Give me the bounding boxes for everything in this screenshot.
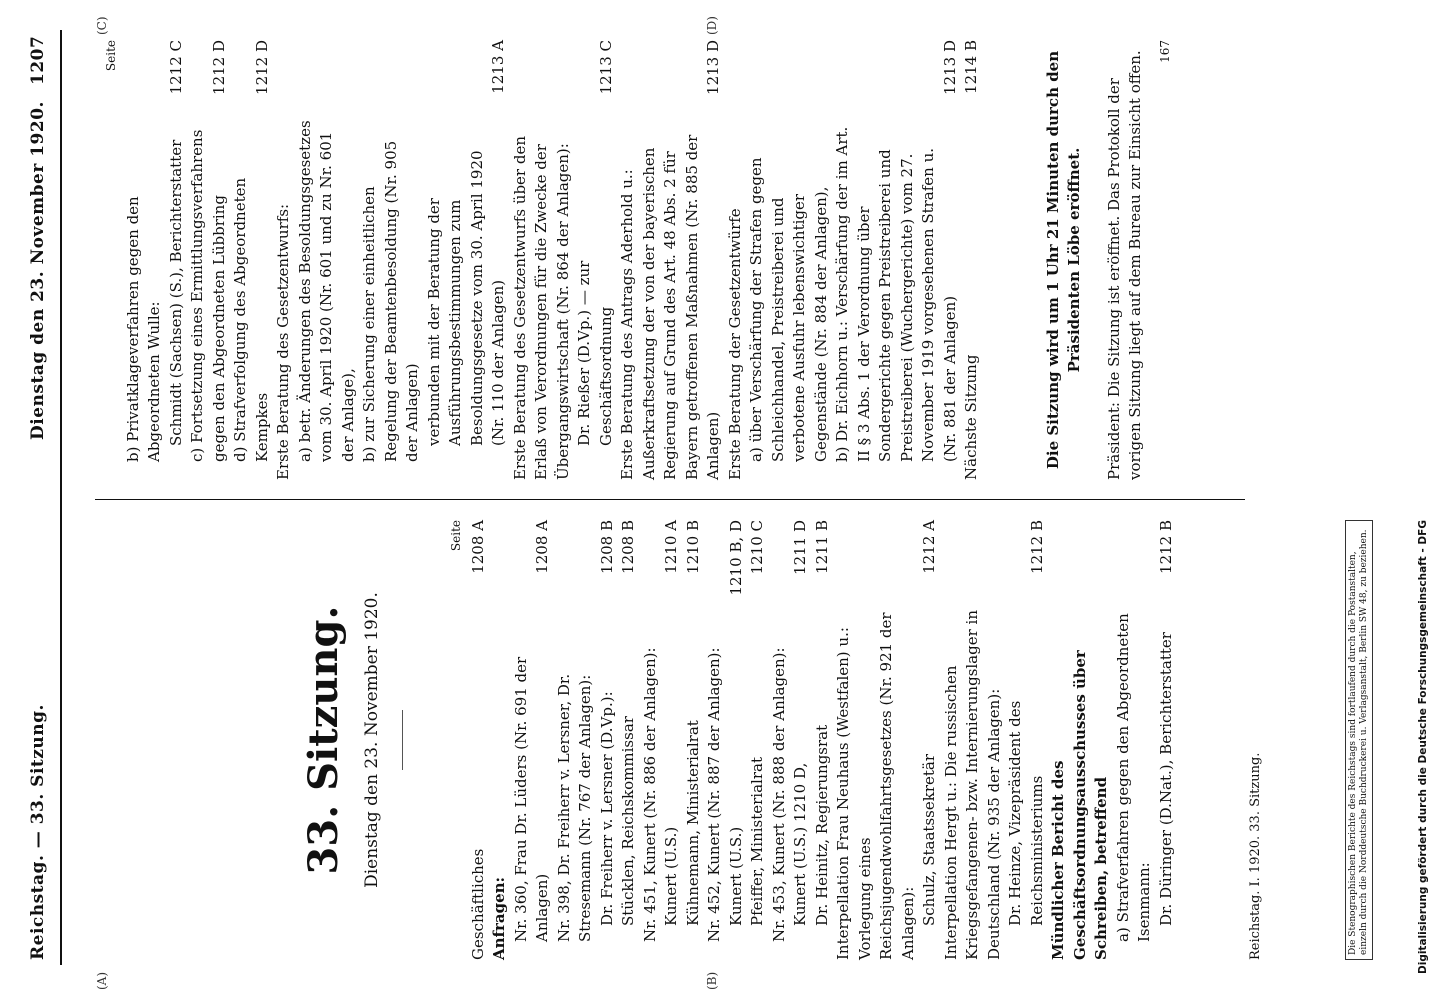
- left-entry: [640, 520, 662, 960]
- margin-mark-b: (B): [705, 971, 719, 990]
- right-entry-text: Erste Beratung des Gesetzentwurfs:: [274, 203, 292, 480]
- left-entry: [747, 520, 769, 960]
- left-entry-text: Schulz, Staatssekretär: [920, 753, 938, 926]
- right-entry: [832, 40, 961, 480]
- left-entry-text: Nr. 360, Frau Dr. Lüders (Nr. 691 der Anlagen): [511, 656, 551, 942]
- right-entry-text: b) Privatklageverfahren gegen den Abgeordneten Wulle:: [123, 196, 163, 462]
- left-entry-text: Nr. 453, Kunert (Nr. 888 der Anlagen):: [769, 647, 788, 942]
- left-entry: [833, 520, 919, 960]
- left-entry: [726, 520, 748, 960]
- right-entry-text: d) Strafverfolgung des Abgeordneten Kempkes: [231, 177, 271, 462]
- right-entry-text: a) betr. Änderungen des Besoldungsgesetzes vom 30. April 1920 (Nr. 601 und zu Nr. 601 der Anlage),: [295, 120, 357, 462]
- seite-label-right: Seite: [104, 40, 118, 72]
- left-entry-page: 1211 D: [791, 520, 809, 575]
- left-entry: [812, 520, 834, 960]
- left-entry-page: 1210 A: [662, 520, 680, 574]
- left-entry: [1156, 520, 1178, 960]
- right-entry: [187, 40, 230, 480]
- seite-label-left: Seite: [449, 520, 463, 552]
- left-entry-page: 1211 B: [812, 520, 831, 574]
- right-entry-text: Schmidt (Sachsen) (S.), Berichterstatter: [166, 139, 185, 446]
- left-entry: [941, 520, 1006, 960]
- left-entry-text: Mündlicher Bericht des Geschäftsordnungsausschusses über Schreiben, betreffend: [1049, 650, 1110, 960]
- page-number: 1207: [28, 35, 48, 85]
- right-entry-page: 1214 B: [962, 40, 980, 94]
- left-entry: [1005, 520, 1048, 960]
- right-entry-page: 1213 A: [489, 40, 507, 94]
- header-rule: [60, 30, 62, 965]
- right-entry: [273, 40, 295, 480]
- president-statement: Präsident: Die Sitzung ist eröffnet. Das Protokoll der vorigen Sitzung liegt auf dem Bureau zur Einsicht offen.: [1104, 50, 1144, 480]
- left-entry-text: Dr. Freiherr v. Lersner (D.Vp.):: [597, 691, 616, 926]
- session-open-text: Die Sitzung wird um 1 Uhr 21 Minuten durch den Präsidenten Löbe eröffnet.: [1043, 50, 1083, 470]
- footer-line: Reichstag. I. 1920. 33. Sitzung.: [1248, 752, 1263, 960]
- right-entry: [725, 40, 747, 480]
- right-entry: [123, 40, 166, 480]
- left-entry-text: Nr. 452, Kunert (Nr. 887 der Anlagen):: [705, 647, 723, 942]
- left-entry: [1113, 520, 1156, 960]
- left-entry: [511, 520, 554, 960]
- left-entry-text: Interpellation Hergt u.: Die russischen Kriegsgefangenen- bzw. Internierungslager in Deutschland (Nr. 935 der Anlagen):: [941, 609, 1003, 960]
- right-entry: [359, 40, 424, 480]
- header-center: Dienstag den 23. November 1920.: [28, 101, 48, 440]
- right-column: [95, 40, 1176, 480]
- right-entry: [746, 40, 832, 480]
- right-entry-page: 1212 D: [252, 40, 271, 95]
- right-entry-page: 1213 D: [940, 40, 959, 95]
- right-entry-text: b) Dr. Eichhorn u.: Verschärfung der im Art. II § 3 Abs. 1 der Verordnung über Sondergerichte gegen Preistreiberei und Preistreiberei (Wuchergerichte) vom 27. November 1919 vorgesehenen Strafen u. (Nr. 881 der Anlagen): [833, 126, 959, 462]
- right-entry-text: Dr. Rießer (D.Vp.) — zur Geschäftsordnung: [575, 260, 615, 446]
- left-entry: [769, 520, 791, 960]
- left-entry-text: Dr. Düringer (D.Nat.), Berichterstatter: [1156, 632, 1175, 926]
- contents-list-left: [468, 520, 1178, 960]
- right-entry-text: b) zur Sicherung einer einheitlichen Regelung der Beamtenbesoldung (Nr. 905 der Anlagen): [360, 140, 421, 462]
- right-entry-page: 1213 D: [704, 40, 722, 95]
- margin-mark-a: (A): [95, 971, 109, 990]
- right-entry: [424, 40, 510, 480]
- left-entry-page: 1212 B: [1027, 520, 1046, 574]
- left-entry: [618, 520, 640, 960]
- left-entry-text: Kühnemann, Ministerialrat: [683, 720, 702, 926]
- left-entry-page: 1212 B: [1156, 520, 1175, 574]
- left-entry-page: 1210 B, D: [726, 520, 745, 596]
- session-title: 33. Sitzung.: [300, 605, 347, 875]
- left-entry-text: Nr. 451, Kunert (Nr. 886 der Anlagen):: [640, 647, 659, 942]
- right-entry-text: verbunden mit der Beratung der Ausführungsbestimmungen zum Besoldungsgesetze vom 30. April 1920 (Nr. 110 der Anlagen): [424, 150, 507, 446]
- left-entry: [704, 520, 726, 960]
- left-entry-page: 1210 B: [683, 520, 702, 574]
- left-entry-text: Nr. 398, Dr. Freiherr v. Lersner, Dr. Stresemann (Nr. 767 der Anlagen):: [554, 673, 594, 942]
- right-entry-page: 1212 D: [209, 40, 228, 95]
- right-entry-text: a) über Verschärfung der Strafen gegen Schleichhandel, Preistreiberei und verbotene Ausfuhr lebenswichtiger Gegenstände (Nr. 884 der Anlagen),: [747, 157, 830, 462]
- right-entry-text: Erste Beratung des Antrags Aderhold u.: Außerkraftsetzung der von der bayerischen Regierung auf Grund des Art. 48 Abs. 2 für Bayern getroffenen Maßnahmen (Nr. 885 der Anlagen): [618, 134, 722, 480]
- digitization-note: Digitalisierung gefördert durch die Deutsche Forschungsgemeinschaft - DFG: [1417, 520, 1429, 974]
- left-entry-text: Anfragen:: [490, 876, 508, 960]
- right-entry: [617, 40, 725, 480]
- title-rule: [402, 710, 403, 770]
- header-left: Reichstag. — 33. Sitzung.: [28, 704, 48, 960]
- left-entry-page: 1208 A: [468, 520, 487, 574]
- left-entry-text: Interpellation Frau Neuhaus (Westfalen) u.: Vorlegung eines Reichsjugendwohlfahrtsgesetzes (Nr. 921 der Anlagen):: [834, 612, 917, 960]
- left-entry-text: Geschäftliches: [468, 848, 487, 960]
- margin-mark-d: (D): [705, 16, 719, 35]
- left-entry-text: a) Strafverfahren gegen den Abgeordneten Isenmann:: [1113, 613, 1153, 942]
- left-entry-page: 1208 B: [597, 520, 616, 574]
- right-entry-text: c) Fortsetzung eines Ermittlungsverfahrens gegen den Abgeordneten Lübbring: [188, 129, 228, 462]
- left-entry-text: Kunert (U.S.): [726, 826, 745, 926]
- right-entry: [230, 40, 273, 480]
- right-entry-text: Erste Beratung des Gesetzentwurfs über den Erlaß von Verordnungen für die Zwecke der Übergangswirtschaft (Nr. 864 der Anlagen):: [510, 135, 572, 480]
- left-entry: [790, 520, 812, 960]
- dfg-digitization-strip: [1414, 12, 1430, 988]
- right-entry-text: Erste Beratung der Gesetzentwürfe: [725, 208, 744, 480]
- left-entry: [468, 520, 490, 960]
- imprint-box: Die Stenographischen Berichte des Reichstags sind fortlaufend durch die Postanstalten, einzeln durch die Norddeutsche Buchdruckerei u. Verlagsanstalt, Berlin SW 48, zu beziehen.: [1345, 520, 1373, 960]
- left-entry-page: 1208 B: [619, 520, 637, 574]
- left-entry: [597, 520, 619, 960]
- right-entry: [574, 40, 617, 480]
- left-entry-text: Dr. Heinitz, Regierungsrat: [812, 724, 831, 926]
- contents-list-right: [123, 40, 983, 480]
- column-rule: [95, 499, 1245, 500]
- left-column: [440, 520, 1177, 960]
- margin-mark-c: (C): [95, 16, 109, 35]
- signature-number: 167: [1157, 40, 1172, 63]
- right-entry: [166, 40, 188, 480]
- left-entry: [554, 520, 597, 960]
- left-entry-text: Pfeiffer, Ministerialrat: [748, 757, 766, 926]
- right-entry: [961, 40, 983, 480]
- left-entry-text: Stücklen, Reichskommissar: [619, 716, 637, 926]
- left-entry: [489, 520, 511, 960]
- right-entry: [295, 40, 360, 480]
- left-entry-text: Dr. Heinze, Vizepräsident des Reichsministeriums: [1006, 700, 1046, 926]
- left-entry: [1048, 520, 1113, 960]
- left-entry-text: Kunert (U.S.) 1210 D,: [791, 762, 809, 926]
- right-entry-page: 1213 C: [596, 40, 615, 95]
- session-date: Dienstag den 23. November 1920.: [362, 592, 382, 888]
- left-entry: [683, 520, 705, 960]
- left-entry-page: 1212 A: [920, 520, 938, 574]
- left-entry-page: 1208 A: [533, 520, 551, 574]
- right-entry: [510, 40, 575, 480]
- left-entry: [919, 520, 941, 960]
- right-entry-text: Nächste Sitzung: [962, 354, 980, 480]
- right-entry-page: 1212 C: [166, 40, 185, 95]
- left-entry-page: 1210 C: [748, 520, 766, 575]
- left-entry: [661, 520, 683, 960]
- left-entry-text: Kunert (U.S.): [662, 826, 680, 926]
